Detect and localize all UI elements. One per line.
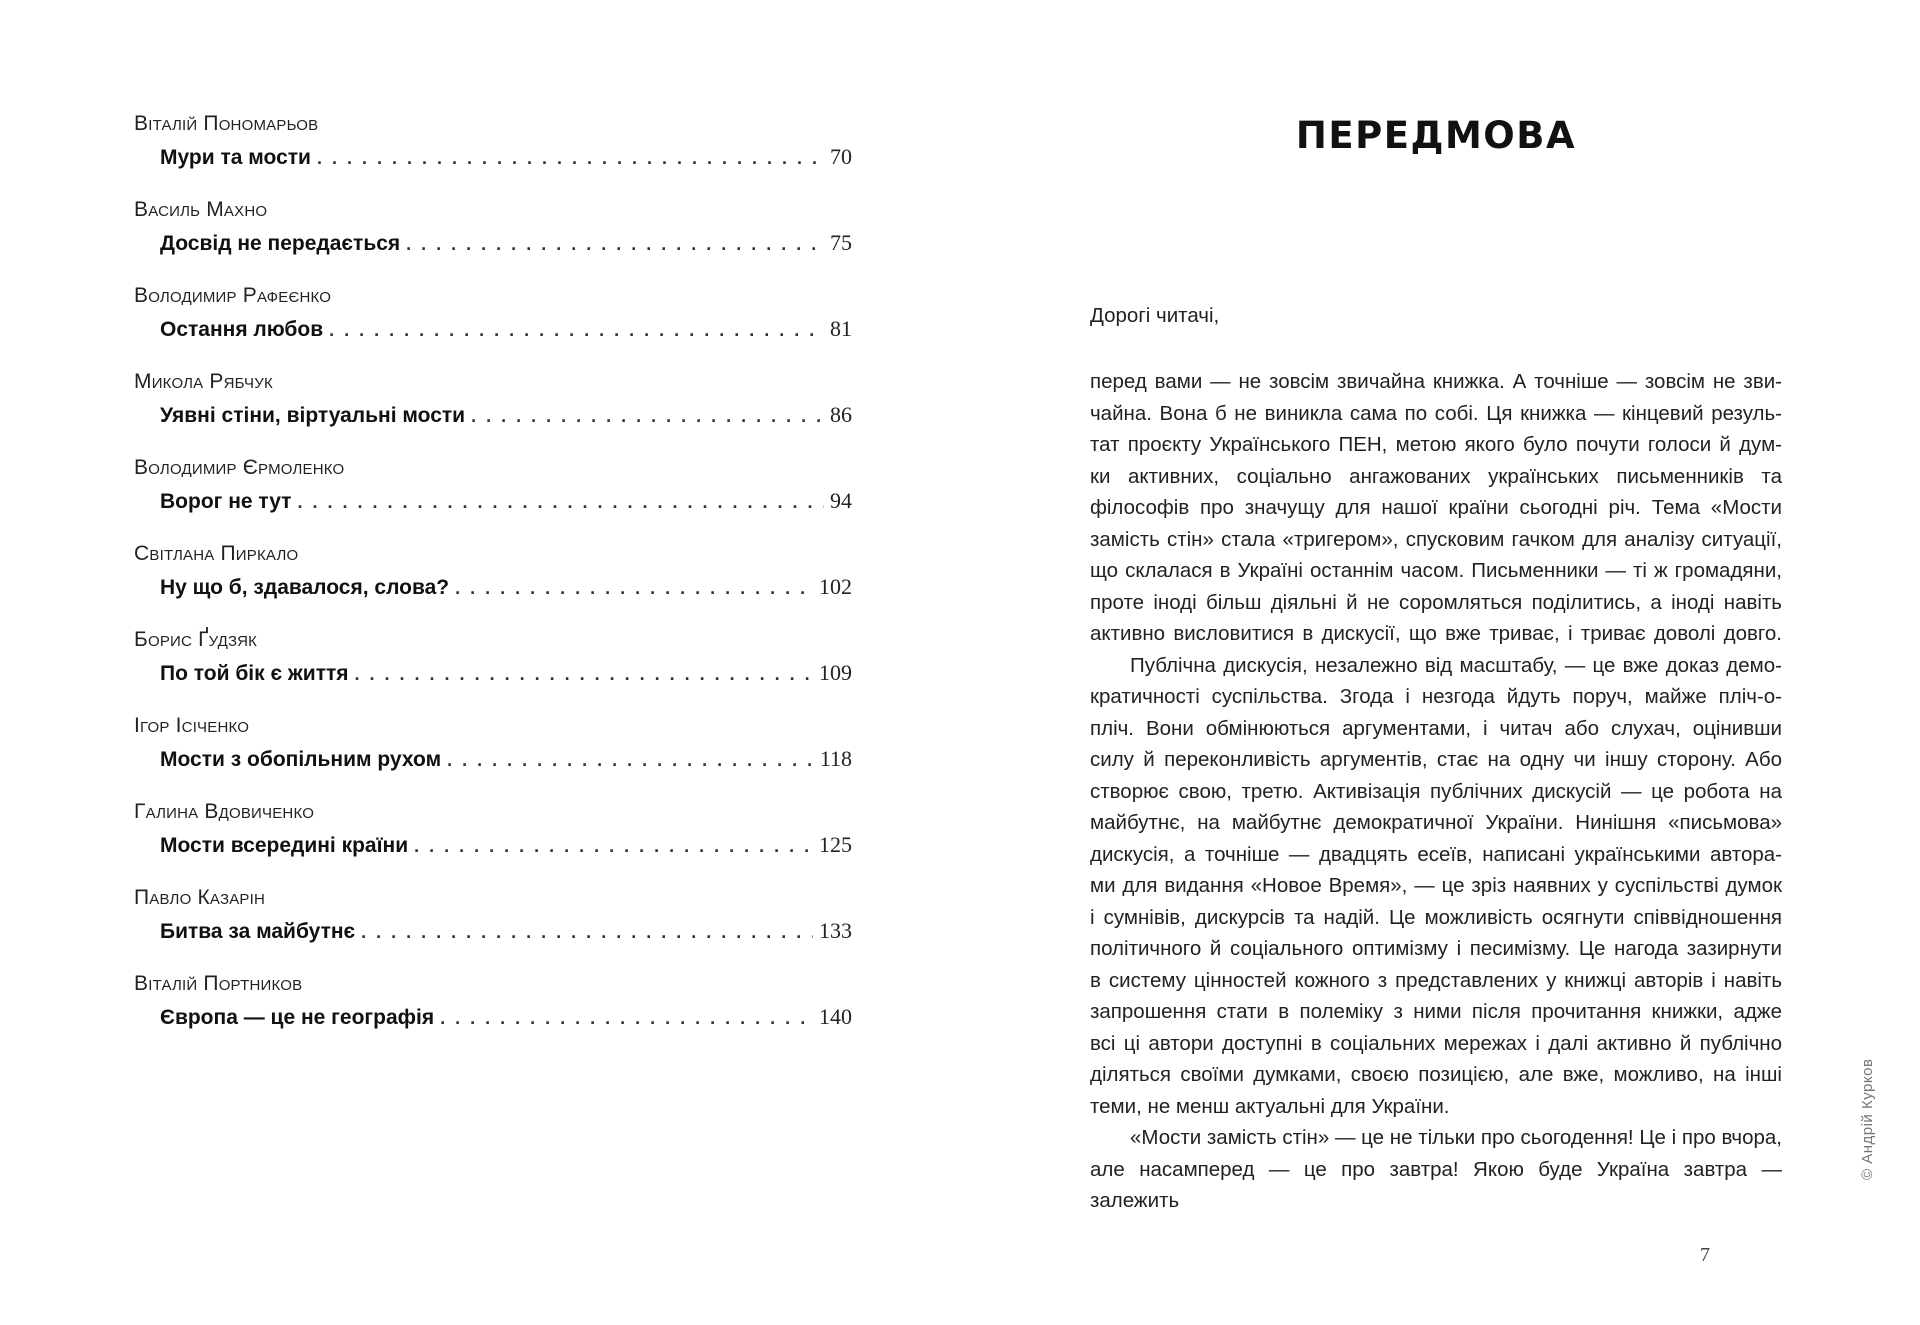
toc-author: Микола Рябчук [134,370,273,393]
preface-line: ки активних, соціально ангажованих українських письменників та [1090,464,1782,488]
toc-entry [134,534,854,620]
toc-entry [134,878,854,964]
toc-leader-dots [455,578,813,599]
toc-author: Віталій Портников [134,972,303,995]
toc-line [160,316,852,342]
toc-line [160,746,852,772]
preface-line: і сумнівів, дискурсів та надій. Це можливість осягнути співвідношення [1090,905,1782,929]
toc-title: По той бік є життя [160,662,349,685]
preface-line: Публічна дискусія, незалежно від масштабу, — це вже доказ демо- [1130,653,1782,677]
toc-leader-dots [447,750,814,771]
toc-page-number: 86 [830,402,852,427]
toc-entry [134,620,854,706]
toc-title: Ворог не тут [160,490,292,513]
photo-credit: © Андрій Курков [1859,1058,1876,1180]
toc-entry [134,448,854,534]
toc-page-number: 102 [819,574,852,599]
toc-title: Ну що б, здавалося, слова? [160,576,450,599]
preface-line: кратичності суспільства. Згода і незгода йдуть поруч, майже пліч-о- [1090,685,1782,708]
toc-line [160,832,852,858]
toc-author: Ігор Ісіченко [134,714,250,737]
toc-title: Остання любов [160,318,324,341]
toc-line [160,918,852,944]
preface-line: «Мости замість стін» — це не тільки про сьогодення! Це і про вчора, [1130,1126,1782,1149]
table-of-contents [134,104,854,1050]
toc-title: Битва за майбутнє [160,920,356,943]
toc-leader-dots [361,922,813,943]
toc-leader-dots [440,1008,813,1029]
toc-title: Мости всередині країни [160,834,409,857]
preface-line: всі ці автори доступні в соціальних мережах і далі активно й публічно [1090,1031,1782,1055]
toc-page-number: 118 [819,746,852,771]
preface-line: створює свою, третю. Активізація публічних дискусій — це робота на [1090,779,1782,803]
toc-page-number: 94 [830,488,852,513]
preface-line: дискусія, а точніше — двадцять есеїв, написані українськими автора- [1090,842,1782,866]
toc-line [160,488,852,514]
preface-line: філософів про значущу для нашої країни сьогодні річ. Тема «Мости [1090,496,1782,519]
toc-leader-dots [414,836,813,857]
toc-page-number: 81 [830,316,852,341]
preface-line: пліч. Вони обмінюються аргументами, і читач або слухач, оцінивши [1090,716,1782,740]
preface-line: проте іноді більш діяльні й не соромляться поділитись, а іноді навіть [1090,590,1782,614]
toc-page-number: 133 [819,918,852,943]
toc-author: Володимир Єрмоленко [134,456,345,479]
toc-line [160,1004,852,1030]
toc-title: Досвід не передається [160,232,401,255]
toc-leader-dots [329,320,824,341]
toc-entry [134,362,854,448]
toc-entry [134,706,854,792]
preface-line: діляться своїми думками, своєю позицією, але вже, можливо, на інші [1090,1063,1782,1086]
toc-author: Павло Казарін [134,886,266,909]
page-number: 7 [1700,1244,1710,1266]
preface-line: майбутнє, на майбутнє демократичної України. Нинішня «письмова» [1090,811,1782,834]
preface-line: силу й переконливість аргументів, стає на одну чи іншу сторону. Або [1090,748,1782,771]
preface-line: але насамперед — це про завтра! Якою буде Україна завтра — залежить [1090,1157,1782,1212]
toc-page-number: 140 [819,1004,852,1029]
preface-line: активно висловитися в дискусії, що вже триває, і триває доволі довго. [1090,622,1782,645]
toc-title: Мости з обопільним рухом [160,748,442,771]
preface-line: тат проєкту Українського ПЕН, метою якого було почути голоси й дум- [1090,433,1782,456]
toc-leader-dots [317,148,824,169]
toc-author: Василь Махно [134,198,268,221]
toc-line [160,230,852,256]
preface-greeting: Дорогі читачі, [1090,304,1220,327]
toc-page-number: 70 [830,144,852,169]
toc-line [160,660,852,686]
preface-line: в систему цінностей кожного з представлених у книжці авторів і навіть [1090,968,1782,992]
toc-entry [134,104,854,190]
toc-leader-dots [471,406,824,427]
toc-line [160,574,852,600]
toc-entry [134,792,854,878]
toc-author: Володимир Рафеєнко [134,284,332,307]
preface-line: замість стін» стала «тригером», спусковим гачком для аналізу ситуації, [1090,527,1782,551]
toc-title: Уявні стіни, віртуальні мости [160,404,466,427]
preface-line: ми для видання «Новое Время», — це зріз наявних у суспільстві думок [1090,874,1782,897]
toc-page-number: 125 [819,832,852,857]
toc-entry [134,190,854,276]
toc-author: Борис Ґудзяк [134,628,258,651]
preface-line: що склалася в Україні останнім часом. Письменники — ті ж громадяни, [1090,559,1782,582]
preface-body [1090,366,1782,1217]
toc-title: Європа — це не географія [160,1006,435,1029]
preface-line: політичного й соціального оптимізму і песимізму. Це нагода зазирнути [1090,937,1782,960]
toc-title: Мури та мости [160,146,311,169]
toc-leader-dots [297,492,824,513]
toc-entry [134,276,854,362]
toc-page-number: 75 [830,230,852,255]
toc-author: Світлана Пиркало [134,542,299,565]
toc-entry [134,964,854,1050]
toc-author: Галина Вдовиченко [134,800,315,823]
toc-leader-dots [355,664,813,685]
preface-line: теми, не менш актуальні для України. [1090,1094,1450,1118]
toc-line [160,144,852,170]
toc-leader-dots [406,234,824,255]
preface-line: запрошення стати в полеміку з ними після прочитання книжки, адже [1090,1000,1782,1023]
toc-line [160,402,852,428]
preface-line: перед вами — не зовсім звичайна книжка. А точніше — зовсім не зви- [1090,370,1782,393]
toc-author: Віталій Пономарьов [134,112,319,135]
preface-title: ПЕРЕДМОВА [1295,114,1577,157]
preface-line: чайна. Вона б не виникла сама по собі. Ця книжка — кінцевий резуль- [1090,401,1782,425]
toc-page-number: 109 [819,660,852,685]
